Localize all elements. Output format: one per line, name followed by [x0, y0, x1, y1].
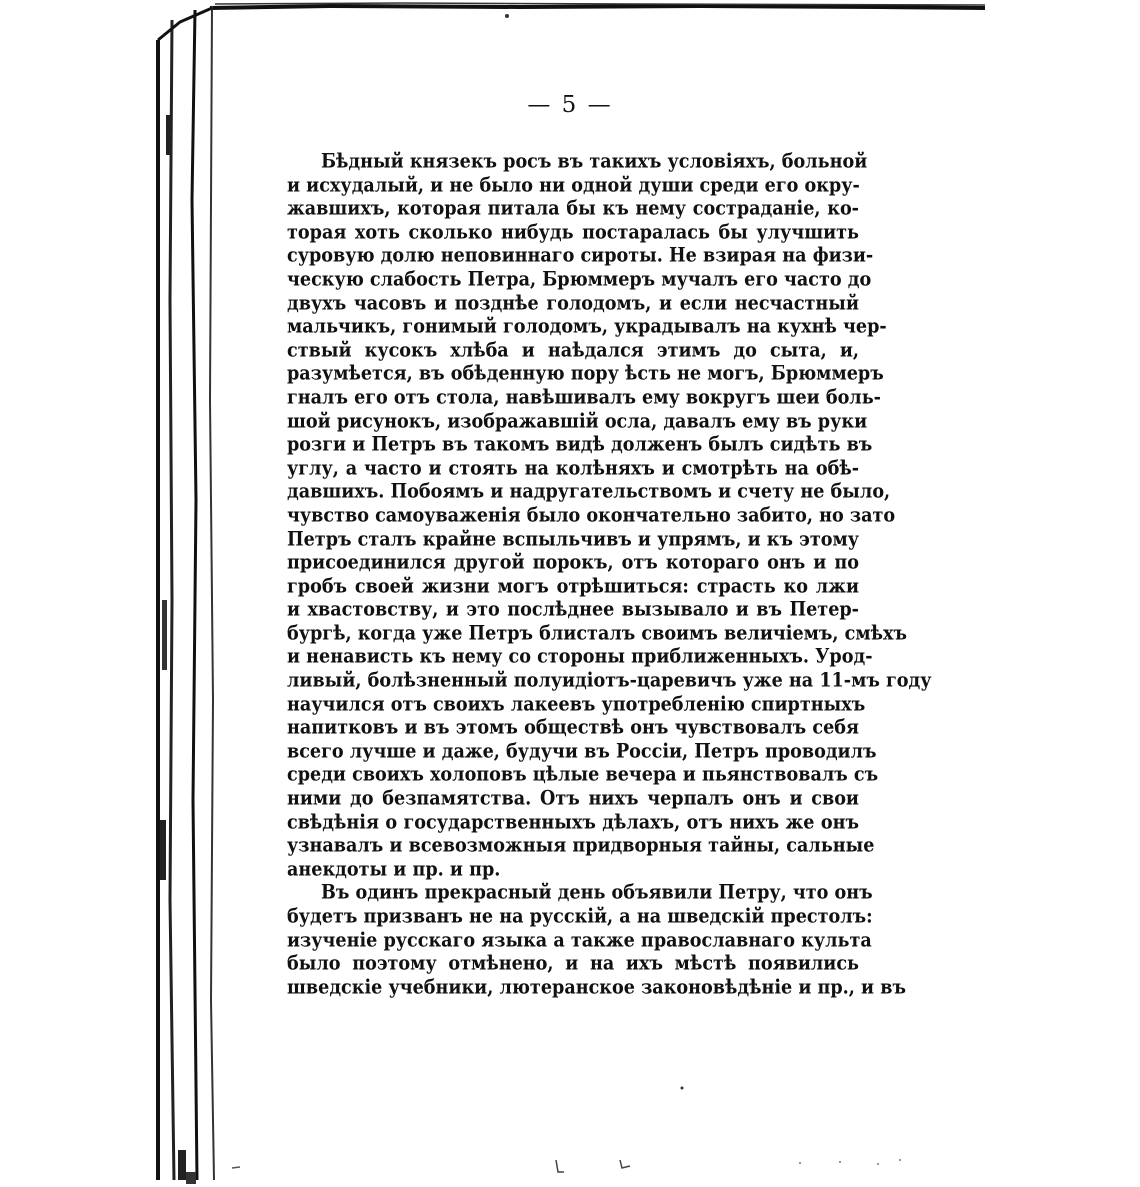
body-text — [287, 149, 932, 1000]
text-line: и ненависть къ нему со стороны приближенныхъ. Урод- — [287, 645, 873, 669]
text-line: чувство самоуваженія было окончательно забито, но зато — [287, 503, 896, 528]
page-number: — 5 — — [527, 92, 613, 118]
text-line: углу, а часто и стоять на колѣняхъ и смотрѣть на обѣ- — [287, 456, 859, 480]
text-line: присоединился другой порокъ, отъ котораго онъ и по — [287, 550, 859, 575]
text-line: шведскіе учебники, лютеранское законовѣдѣніе и пр., и въ — [287, 975, 906, 1000]
text-line: давшихъ. Побоямъ и надругательствомъ и счету не было, — [287, 480, 891, 504]
text-line: гналъ его отъ стола, навѣшивалъ ему вокругъ шеи боль- — [287, 385, 881, 410]
left-binding-corner — [158, 8, 212, 40]
left-binding-mid — [170, 20, 174, 1180]
text-line: бургѣ, когда уже Петръ блисталъ своимъ величіемъ, смѣхъ — [287, 621, 908, 646]
text-line: напитковъ и въ этомъ обществѣ онъ чувствовалъ себя — [287, 715, 859, 740]
text-line: разумѣется, въ обѣденную пору ѣсть не могъ, Брюммеръ — [287, 362, 884, 386]
text-line: всего лучше и даже, будучи въ Россіи, Петръ проводилъ — [287, 739, 877, 764]
text-line: ливый, болѣзненный полуидіотъ-царевичъ уже на 11-мъ году — [287, 668, 932, 693]
paragraph-1 — [287, 149, 932, 882]
left-binding-edge — [210, 6, 214, 1180]
text-line: розги и Петръ въ такомъ видѣ долженъ былъ сидѣть въ — [287, 432, 873, 457]
text-line: ческую слабость Петра, Брюммеръ мучалъ его часто до — [287, 267, 872, 292]
text-line: Бѣдный князекъ росъ въ такихъ условіяхъ, больной — [321, 149, 868, 174]
text-line: будетъ призванъ не на русскій, а на шведскій престолъ: — [287, 904, 873, 929]
text-line: мальчикъ, гонимый голодомъ, украдывалъ на кухнѣ чер- — [287, 314, 887, 339]
text-line: было поэтому отмѣнено, и на ихъ мѣстѣ появились — [287, 951, 859, 976]
text-line: жавшихъ, которая питала бы къ нему состраданіе, ко- — [287, 196, 859, 221]
text-line: и хвастовству, и это послѣднее вызывало и въ Петер- — [287, 597, 859, 622]
text-line: ствый кусокъ хлѣба и наѣдался этимъ до сыта, и, — [287, 338, 859, 362]
text-line: свѣдѣнія о государственныхъ дѣлахъ, отъ нихъ же онъ — [287, 810, 859, 834]
text-line: гробъ своей жизни могъ отрѣшиться: страсть ко лжи — [287, 574, 859, 598]
text-line: анекдоты и пр. и пр. — [287, 857, 501, 882]
text-line: Петръ сталъ крайне вспыльчивъ и упрямъ, и къ этому — [287, 527, 859, 551]
text-line: торая хоть сколько нибудь постаралась бы улучшить — [287, 220, 859, 245]
top-page-edge — [210, 6, 985, 8]
paragraph-2 — [287, 881, 906, 1000]
text-line: среди своихъ холоповъ цѣлые вечера и пьянствовалъ съ — [287, 763, 879, 787]
text-line: суровую долю неповиннаго сироты. Не взирая на физи- — [287, 244, 874, 268]
text-line: ними до безпамятства. Отъ нихъ черпалъ онъ и свои — [287, 786, 859, 811]
text-line: изученіе русскаго языка а также православнаго культа — [287, 928, 872, 952]
left-binding-inner — [192, 10, 197, 1180]
text-line: узнавалъ и всевозможныя придворныя тайны, сальные — [287, 833, 875, 858]
text-line: шой рисунокъ, изображавшій осла, давалъ ему въ руки — [287, 409, 868, 433]
text-line: и исхудалый, и не было ни одной души среди его окру- — [287, 173, 860, 197]
text-line: Въ одинъ прекрасный день объявили Петру, что онъ — [321, 881, 873, 905]
text-line: научился отъ своихъ лакеевъ употребленію спиртныхъ — [287, 692, 866, 716]
text-line: двухъ часовъ и позднѣе голодомъ, и если несчастный — [287, 291, 859, 315]
